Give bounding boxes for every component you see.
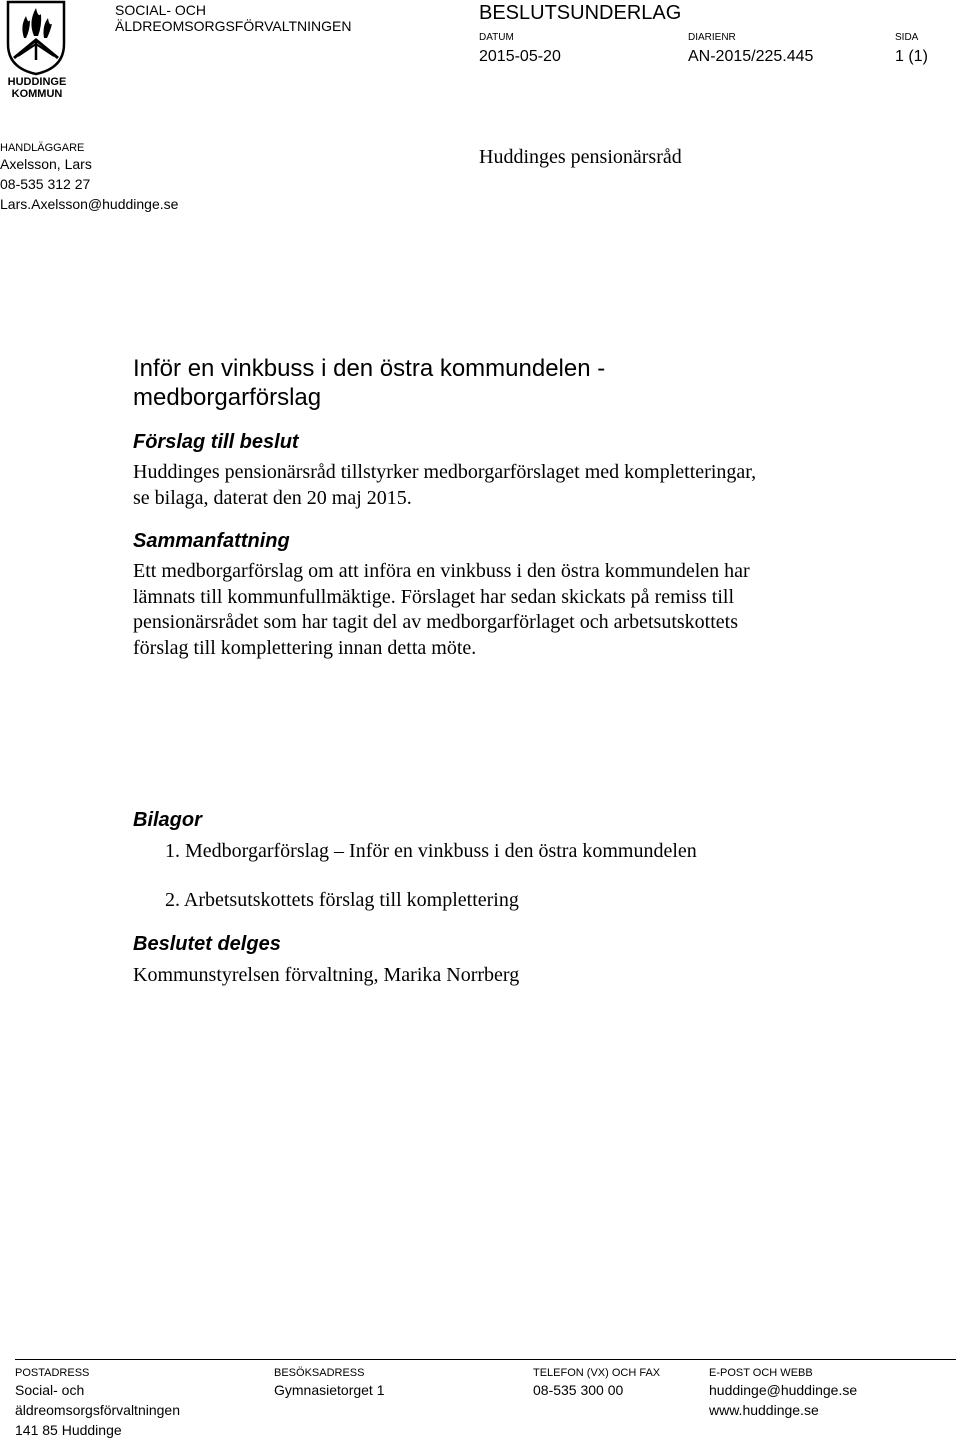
epost-value[interactable]: huddinge@huddinge.se — [709, 1382, 858, 1398]
webb-value[interactable]: www.huddinge.se — [709, 1402, 819, 1418]
delges-heading: Beslutet delges — [133, 933, 281, 955]
diarienr-label: DIARIENR — [688, 32, 736, 43]
handlaggare-name: Axelsson, Lars — [0, 156, 92, 172]
sida-label: SIDA — [895, 32, 919, 43]
handlaggare-block — [0, 142, 178, 214]
footer-telefon — [533, 1367, 660, 1400]
recipient: Huddinges pensionärsråd — [479, 146, 682, 168]
datum-value: 2015-05-20 — [479, 48, 561, 65]
footer-epost — [709, 1367, 857, 1420]
handlaggare-label: HANDLÄGGARE — [0, 142, 85, 154]
sammanfattning-line: pensionärsrådet som har tagit del av medborgarförlaget och arbetsutskottets — [133, 611, 738, 633]
organization-name — [115, 2, 351, 34]
bilagor-heading: Bilagor — [133, 809, 202, 831]
postadress-line: äldreomsorgsförvaltningen — [15, 1402, 180, 1418]
besoksadress-value: Gymnasietorget 1 — [274, 1382, 385, 1398]
sida-value: 1 (1) — [895, 48, 928, 65]
forslag-text — [133, 460, 833, 511]
handlaggare-phone: 08-535 312 27 — [0, 176, 91, 192]
title-line: medborgarförslag — [133, 384, 322, 411]
besoksadress-label: BESÖKSADRESS — [274, 1367, 365, 1379]
document-type: BESLUTSUNDERLAG — [479, 2, 682, 24]
datum-label: DATUM — [479, 32, 514, 43]
footer-divider — [15, 1359, 956, 1360]
sammanfattning-heading: Sammanfattning — [133, 530, 290, 552]
footer-besoksadress — [274, 1367, 385, 1400]
postadress-label: POSTADRESS — [15, 1367, 90, 1379]
document-title — [133, 354, 833, 412]
sammanfattning-line: Ett medborgarförslag om att införa en vinkbuss i den östra kommundelen har — [133, 560, 750, 582]
logo-text-line: HUDDINGE — [7, 76, 67, 88]
bilaga-item-1: 1. Medborgarförslag – Inför en vinkbuss i den östra kommundelen — [165, 840, 697, 862]
postadress-line: Social- och — [15, 1382, 85, 1398]
sammanfattning-text — [133, 559, 833, 661]
org-line: ÄLDREOMSORGSFÖRVALTNINGEN — [115, 18, 352, 34]
sammanfattning-line: förslag till komplettering innan detta möte. — [133, 636, 477, 659]
telefon-value: 08-535 300 00 — [533, 1382, 624, 1398]
bilaga-item-2: 2. Arbetsutskottets förslag till komplettering — [165, 889, 519, 911]
coat-of-arms-icon — [4, 0, 68, 76]
diarienr-value: AN-2015/225.445 — [688, 48, 814, 65]
title-line: Inför en vinkbuss i den östra kommundelen - — [133, 355, 606, 382]
forslag-line: se bilaga, daterat den 20 maj 2015. — [133, 486, 412, 509]
epost-label: E-POST OCH WEBB — [709, 1367, 813, 1379]
huddinge-logo — [4, 0, 68, 102]
footer-postadress — [15, 1367, 180, 1440]
forslag-heading: Förslag till beslut — [133, 431, 299, 453]
postadress-line: 141 85 Huddinge — [15, 1422, 122, 1438]
delges-text: Kommunstyrelsen förvaltning, Marika Norrberg — [133, 964, 520, 986]
telefon-label: TELEFON (VX) OCH FAX — [533, 1367, 661, 1379]
handlaggare-email: Lars.Axelsson@huddinge.se — [0, 196, 179, 212]
sammanfattning-line: lämnats till kommunfullmäktige. Förslaget har sedan skickats på remiss till — [133, 585, 735, 608]
forslag-line: Huddinges pensionärsråd tillstyrker medborgarförslaget med kompletteringar, — [133, 461, 757, 483]
logo-text-line: KOMMUN — [11, 88, 63, 100]
org-line: SOCIAL- OCH — [115, 2, 207, 18]
